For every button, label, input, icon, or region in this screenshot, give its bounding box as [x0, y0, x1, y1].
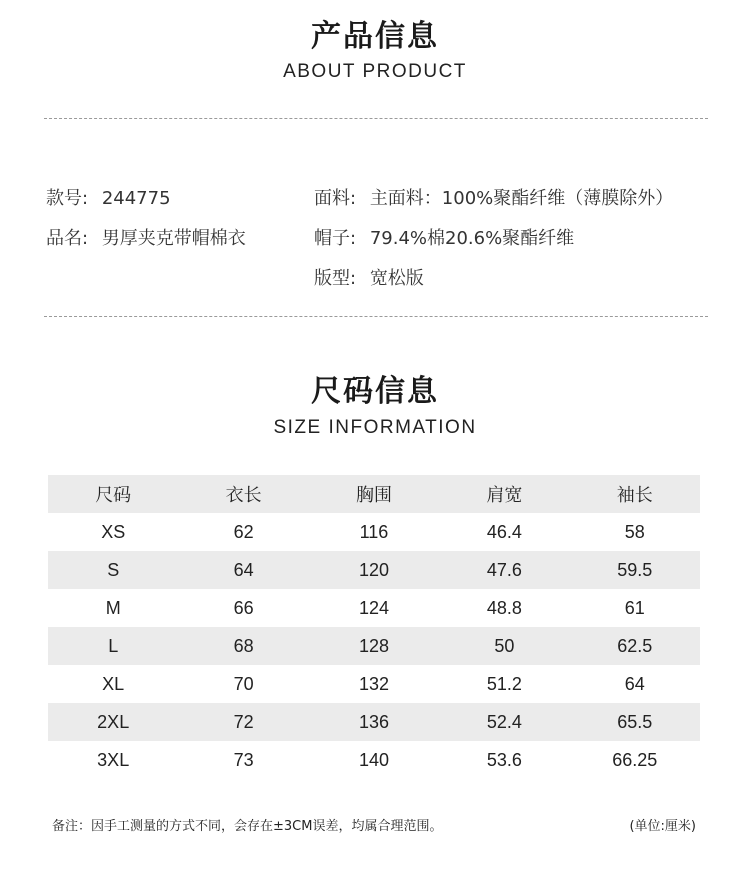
header-sleeve: 袖长 [616, 485, 653, 506]
fabric-value: 主面料：100%聚酯纤维（薄膜除外） [369, 188, 674, 209]
hood-row [314, 230, 574, 248]
measurement-remark: 备注：因手工测量的方式不同，会存在±3CM误差，均属合理范围。 [52, 819, 443, 834]
style-number-row [46, 190, 171, 208]
size-cell: M [105, 597, 121, 618]
product-name-label: 品名: [46, 228, 89, 249]
shoulder-cell: 46.4 [486, 521, 522, 542]
sleeve-cell: 58 [624, 521, 645, 542]
divider-top [44, 118, 708, 119]
table-row [48, 665, 700, 703]
size-cell: XL [102, 673, 125, 694]
size-cell: 3XL [97, 749, 130, 770]
length-cell: 72 [233, 711, 254, 732]
sleeve-cell: 64 [624, 673, 645, 694]
table-row [48, 741, 700, 779]
length-cell: 73 [233, 749, 254, 770]
product-info-subtitle: ABOUT PRODUCT [283, 61, 467, 82]
chest-cell: 132 [358, 673, 389, 694]
size-cell: XS [101, 521, 126, 542]
length-cell: 70 [233, 673, 254, 694]
product-info-title: 产品信息 [311, 19, 439, 54]
style-number-value: 244775 [101, 188, 171, 209]
shoulder-cell: 47.6 [486, 559, 522, 580]
sleeve-cell: 61 [624, 597, 645, 618]
chest-cell: 128 [358, 635, 389, 656]
fit-row [314, 270, 424, 288]
sleeve-cell: 59.5 [617, 559, 653, 580]
fit-value: 宽松版 [369, 268, 424, 289]
sleeve-cell: 66.25 [612, 749, 658, 770]
unit-note: (单位:厘米) [629, 819, 696, 834]
size-cell: 2XL [97, 711, 130, 732]
size-cell: S [107, 559, 120, 580]
table-row [48, 627, 700, 665]
chest-cell: 120 [358, 559, 389, 580]
divider-middle [44, 316, 708, 317]
header-shoulder: 肩宽 [486, 485, 523, 506]
sleeve-cell: 65.5 [617, 711, 653, 732]
size-info-subtitle: SIZE INFORMATION [273, 417, 477, 438]
product-name-value: 男厚夹克带帽棉衣 [101, 228, 246, 249]
fabric-row [314, 190, 673, 208]
table-row [48, 551, 700, 589]
product-name-row [46, 230, 246, 248]
size-table-header-row [48, 475, 700, 513]
fabric-label: 面料: [314, 188, 357, 209]
table-row [48, 589, 700, 627]
chest-cell: 116 [359, 521, 389, 542]
size-cell: L [108, 635, 119, 656]
length-cell: 66 [233, 597, 254, 618]
table-row [48, 703, 700, 741]
shoulder-cell: 53.6 [486, 749, 522, 770]
shoulder-cell: 48.8 [486, 597, 522, 618]
style-number-label: 款号: [46, 188, 89, 209]
sleeve-cell: 62.5 [617, 635, 653, 656]
hood-label: 帽子: [314, 228, 357, 249]
fit-label: 版型: [314, 268, 357, 289]
chest-cell: 136 [358, 711, 389, 732]
table-row [48, 513, 700, 551]
length-cell: 62 [233, 521, 254, 542]
chest-cell: 124 [358, 597, 389, 618]
shoulder-cell: 50 [494, 635, 515, 656]
shoulder-cell: 52.4 [486, 711, 522, 732]
size-info-title: 尺码信息 [311, 374, 439, 409]
length-cell: 64 [233, 559, 254, 580]
header-chest: 胸围 [355, 485, 392, 506]
header-length: 衣长 [225, 485, 262, 506]
length-cell: 68 [233, 635, 254, 656]
shoulder-cell: 51.2 [486, 673, 522, 694]
chest-cell: 140 [358, 749, 389, 770]
header-size: 尺码 [95, 485, 132, 506]
hood-value: 79.4%棉20.6%聚酯纤维 [369, 228, 575, 249]
size-table [48, 475, 700, 779]
